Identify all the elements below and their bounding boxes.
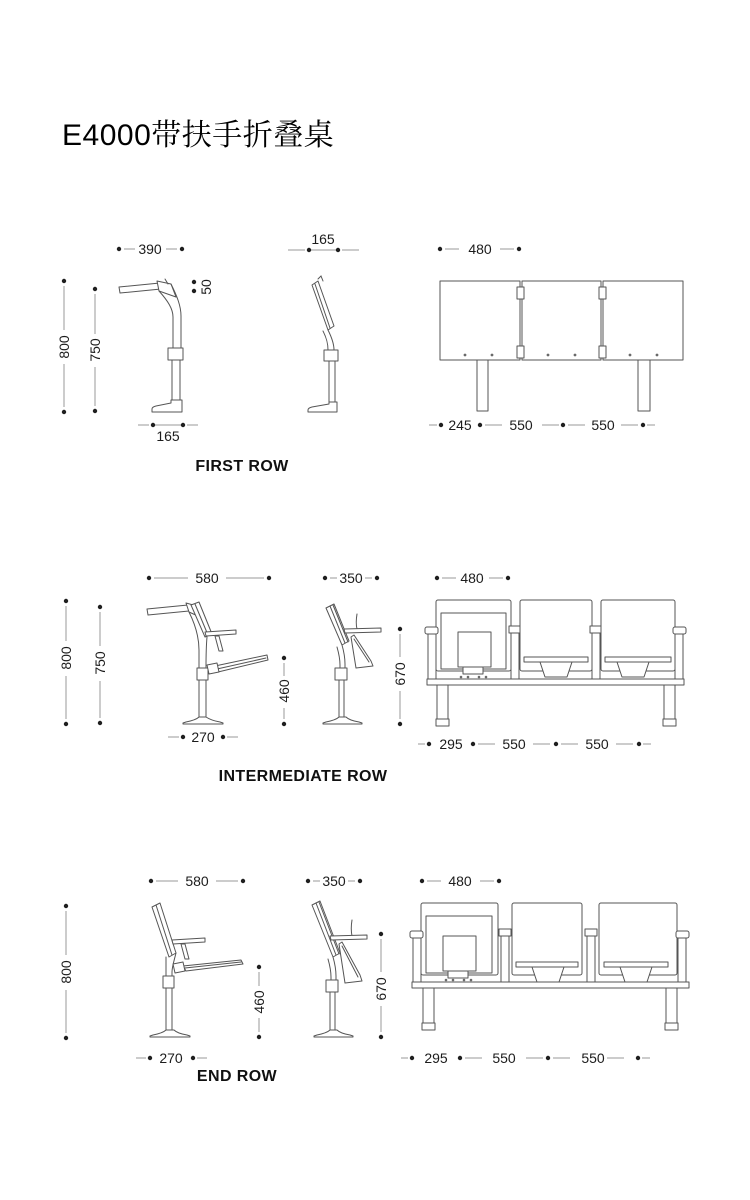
dim-end-bottom-3: 550 [581,1050,605,1066]
end-row-front-view [410,903,689,1030]
first-row-front-view [440,281,683,411]
dim-mid-folded-depth: 350 [339,570,363,586]
row-label-first: FIRST ROW [195,458,289,475]
intermediate-row-side-view [147,602,268,724]
first-row-folded-view [308,276,338,412]
dim-first-overall-height: 800 [56,335,72,359]
dim-first-seat-width: 480 [468,241,492,257]
dim-end-overall-height: 800 [58,960,74,984]
dim-end-seat-height: 460 [251,990,267,1014]
dim-mid-bottom-1: 295 [439,736,463,752]
end-row-folded-view [312,901,367,1037]
dim-end-base-depth: 270 [159,1050,183,1066]
dim-mid-overall-height: 800 [58,646,74,670]
dim-mid-bottom-2: 550 [502,736,526,752]
page-title: E4000带扶手折叠桌 [62,119,335,152]
row-label-end: END ROW [196,1068,278,1085]
intermediate-row-folded-view [323,604,381,724]
dim-mid-seat-height: 460 [276,679,292,703]
dim-first-inner-height: 750 [87,338,103,362]
dim-mid-folded-height: 670 [392,662,408,686]
dim-end-side-width: 580 [185,873,209,889]
dim-first-side-width: 390 [138,241,162,257]
dim-first-bottom-2: 550 [509,417,533,433]
dim-first-top-gap: 50 [198,279,214,295]
dim-end-bottom-2: 550 [492,1050,516,1066]
first-row-side-view [119,279,183,412]
dim-end-folded-height: 670 [373,977,389,1001]
dim-mid-bottom-3: 550 [585,736,609,752]
dim-mid-seat-width: 480 [460,570,484,586]
dim-end-seat-width: 480 [448,873,472,889]
dim-end-bottom-1: 295 [424,1050,448,1066]
dim-mid-inner-height: 750 [92,651,108,675]
intermediate-row-front-view [425,600,686,726]
dim-first-folded-depth: 165 [311,231,335,247]
dim-first-bottom-3: 550 [591,417,615,433]
dim-first-foot-depth: 165 [156,428,180,444]
dim-end-folded-depth: 350 [322,873,346,889]
dim-first-bottom-1: 245 [448,417,472,433]
dim-mid-side-width: 580 [195,570,219,586]
dim-mid-base-depth: 270 [191,729,215,745]
end-row-side-view [150,903,243,1037]
row-label-intermediate: INTERMEDIATE ROW [218,768,388,785]
